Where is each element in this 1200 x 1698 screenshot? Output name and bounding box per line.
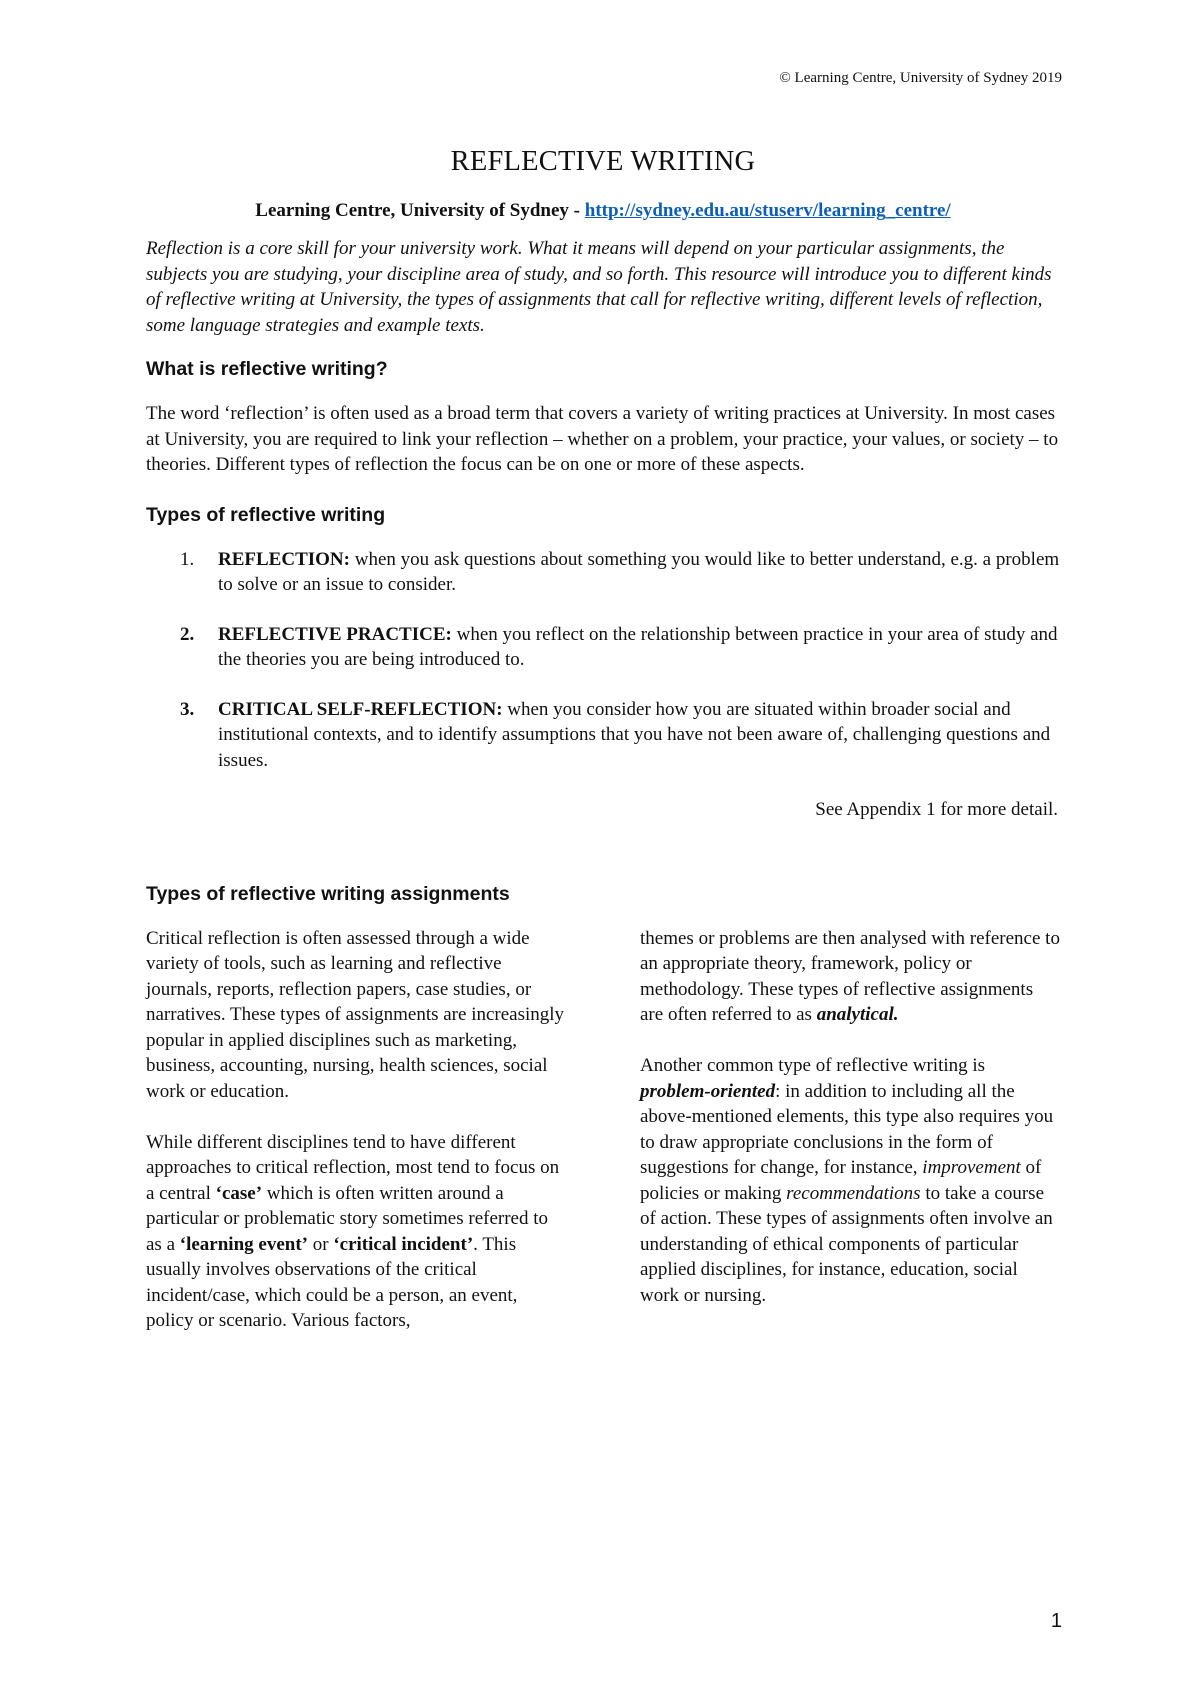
right-column	[640, 926, 1060, 1360]
list-item-text: when you consider how you are situated within broader social and institutional contexts, and to identify assumptions that you have not been aware of, challenging questions and issues.	[218, 698, 1051, 771]
text-run: . This usually involves observations of the critical incident/case, which could be a person, an event, policy or scenario. Various factors,	[146, 1233, 518, 1331]
emphasis-case: ‘case’	[215, 1182, 263, 1204]
document-subtitle	[146, 200, 1060, 222]
text-run: While different disciplines tend to have different approaches to critical reflection, most tend to focus on a central	[146, 1131, 560, 1204]
left-paragraph-2	[146, 1130, 566, 1334]
learning-centre-link[interactable]: http://sydney.edu.au/stuserv/learning_centre/	[584, 200, 951, 221]
left-column	[146, 926, 566, 1360]
document-title: REFLECTIVE WRITING	[450, 146, 756, 177]
list-item-text: when you ask questions about something you would like to better understand, e.g. a problem to solve or an issue to consider.	[218, 548, 1060, 595]
two-column-text	[146, 926, 1060, 1360]
page-number: 1	[1050, 1610, 1062, 1632]
list-item	[146, 622, 1060, 673]
appendix-note: See Appendix 1 for more detail.	[815, 799, 1058, 820]
list-item-number: 2.	[180, 623, 195, 645]
emphasis-learning-event: ‘learning event’	[179, 1233, 308, 1255]
list-item-term: REFLECTION:	[218, 548, 350, 570]
text-run: Another common type of reflective writing is	[640, 1055, 986, 1076]
emphasis-recommendations: recommendations	[786, 1182, 921, 1204]
document-body	[146, 146, 1060, 1359]
list-item-text: when you reflect on the relationship between practice in your area of study and the theories you are being introduced to.	[218, 623, 1058, 670]
copyright-notice: © Learning Centre, University of Sydney 2019	[779, 70, 1062, 86]
text-run: themes or problems are then analysed with reference to an appropriate theory, framework, policy or methodology. These types of reflective assignments are often referred to as	[640, 927, 1060, 1025]
subtitle-text: Learning Centre, University of Sydney -	[255, 200, 585, 221]
list-item-term: CRITICAL SELF-REFLECTION:	[218, 698, 503, 720]
list-item-number: 3.	[180, 698, 195, 720]
emphasis-critical-incident: ‘critical incident’	[333, 1233, 474, 1255]
list-item	[146, 547, 1060, 598]
types-list	[146, 547, 1060, 774]
text-run: or	[308, 1233, 334, 1255]
emphasis-improvement: improvement	[922, 1157, 1021, 1178]
right-paragraph-2	[640, 1053, 1060, 1308]
list-item	[146, 697, 1060, 774]
section-what-is-body: The word ‘reflection’ is often used as a broad term that covers a variety of writing practices at University. In most cases at University, you are required to link your reflection – whether on a problem, your practice, your values, or society – to theories. Different types of reflection the focus can be on one or more of these aspects.	[146, 403, 1059, 475]
right-paragraph-1	[640, 926, 1060, 1028]
text-run: to take a course of action. These types of assignments often involve an understanding of ethical components of particular applied disciplines, for instance, education, social work or nursing.	[640, 1182, 1053, 1306]
intro-paragraph: Reflection is a core skill for your university work. What it means will depend on your particular assignments, the subjects you are studying, your discipline area of study, and so forth. This resource will introduce you to different kinds of reflective writing at University, the types of assignments that call for reflective writing, different levels of reflection, some language strategies and example texts.	[146, 238, 1052, 336]
text-run: of policies or making	[640, 1157, 1042, 1204]
section-heading-assignments: Types of reflective writing assignments	[146, 882, 510, 905]
list-item-number: 1.	[180, 548, 195, 570]
section-heading-what-is: What is reflective writing?	[146, 358, 388, 380]
text-run: which is often written around a particular or problematic story sometimes referred to as a	[146, 1182, 549, 1255]
list-item-term: REFLECTIVE PRACTICE:	[218, 623, 452, 645]
section-heading-types: Types of reflective writing	[146, 503, 386, 526]
emphasis-problem-oriented: problem-oriented	[640, 1080, 776, 1102]
emphasis-analytical: analytical.	[816, 1004, 899, 1025]
left-paragraph-1: Critical reflection is often assessed through a wide variety of tools, such as learning and reflective journals, reports, reflection papers, case studies, or narratives. These types of assignments are increasingly popular in applied disciplines such as marketing, business, accounting, nursing, health sciences, social work or education.	[146, 927, 565, 1102]
text-run: : in addition to including all the above-mentioned elements, this type also requires you to draw appropriate conclusions in the form of suggestions for change, for instance,	[640, 1080, 1054, 1178]
